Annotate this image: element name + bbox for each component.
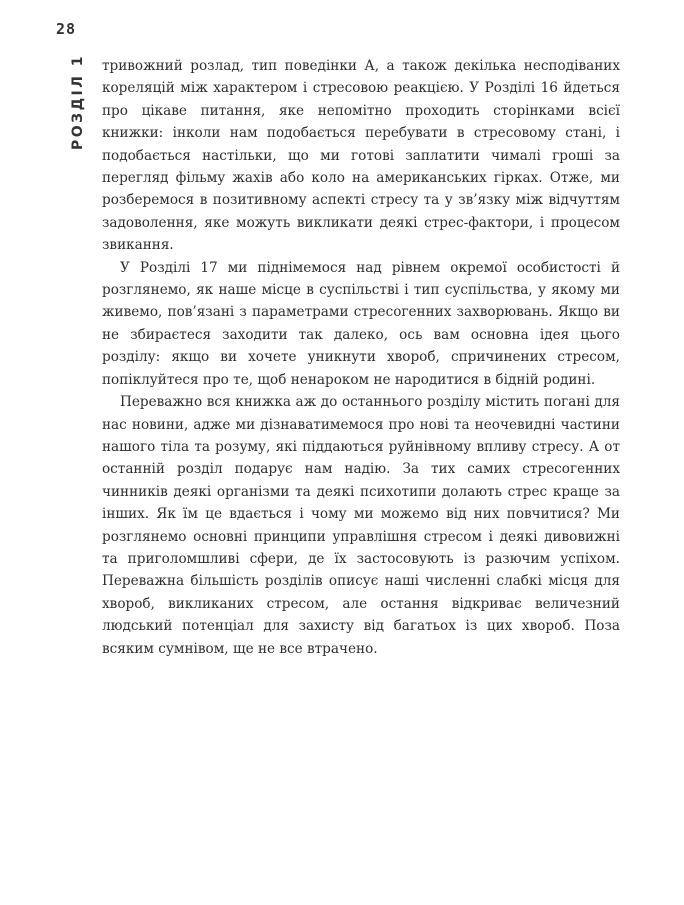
paragraph-2: У Розділі 17 ми піднімемося над рівнем окремої особистості й розглянемо, як наше місце в суспільстві і тип суспільства, у якому ми живемо, пов’язані з параметрами стресогенних захворювань. Якщо ви не збираєтеся заходити так далеко, ось вам основна ідея цього розділу: якщо ви хочете уникнути хвороб, спричинених стресом, попіклуйтеся про те, щоб ненароком не народитися в бідній родині.	[102, 259, 620, 388]
page-number: 28	[56, 20, 77, 38]
chapter-label: РОЗДІЛ 1	[70, 54, 86, 151]
paragraph-3: Переважно вся книжка аж до останнього розділу містить погані для нас новини, адже ми дізнаватимемося про нові та неочевидні частини нашого тіла та розуму, які піддаються руйнівному впливу стресу. А от останній розділ подарує нам надію. За тих самих стресогенних чинників деякі організми та деякі психотипи долають стрес краще за інших. Як їм це вдається і чому ми можемо від них повчитися? Ми розглянемо основні принципи управлішня стресом і деякі дивовижні та приголомшливі сфери, де їх застосовують із разючим успіхом. Переважна більшість розділів описує наші численні слабкі місця для хвороб, викликаних стресом, але остання відкриває величезний людський потенціал для захисту від багатьох із цих хвороб. Поза всяким сумнівом, ще не все втрачено.	[102, 394, 620, 657]
body-text	[102, 55, 620, 660]
paragraph-1: тривожний розлад, тип поведінки А, а також декілька несподіваних кореляцій між характером і стресовою реакцією. У Розділі 16 йдеться про цікаве питання, яке непомітно проходить сторінками всієї книжки: інколи нам подобається перебувати в стресовому стані, і подобається настільки, що ми готові заплатити чималі гроші за перегляд фільму жахів або коло на американських гірках. Отже, ми розберемося в позитивному аспекті стресу та у зв’язку між відчуттям задоволення, яке можуть викликати деякі стрес-фактори, і процесом звикання.	[102, 58, 620, 254]
